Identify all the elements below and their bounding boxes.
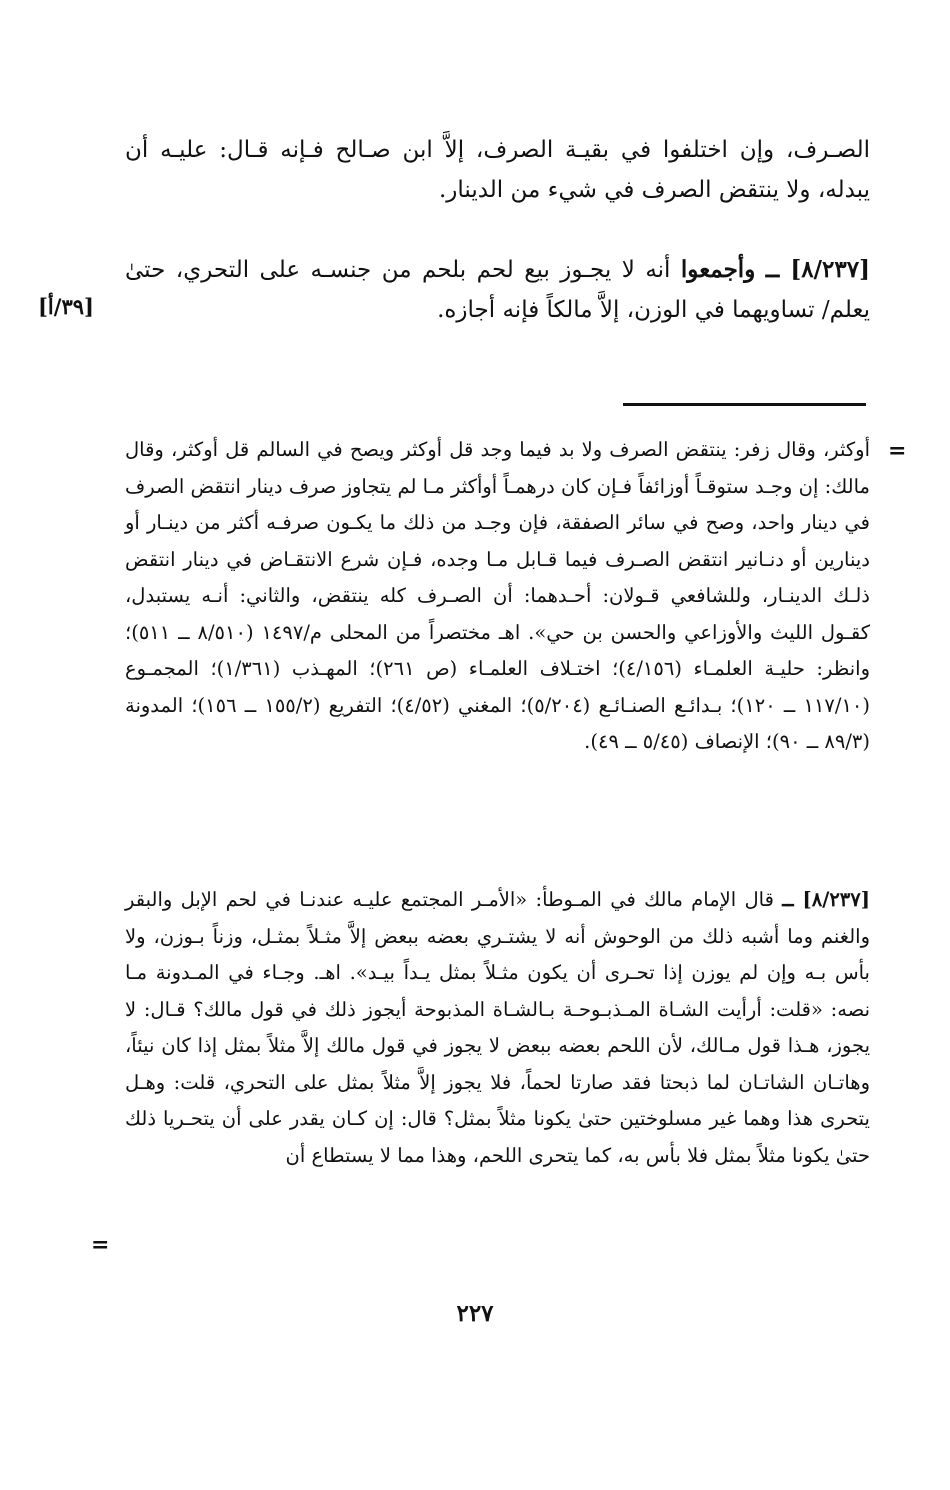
footnote-text <box>125 882 870 1174</box>
manuscript-folio-reference: [٣٩/أ] <box>38 294 94 319</box>
main-text-paragraph-1 <box>125 130 870 210</box>
footnote-1 <box>125 432 870 761</box>
footnote-continues-mark: = <box>91 1232 110 1258</box>
paragraph-text: الصـرف، وإن اختلفوا في بقيـة الصرف، إلاَّ ابن صـالح فـإنه قـال: عليـه أن يبدله، ولا ينتقض الصرف في شيء من الدينار. <box>125 137 870 203</box>
bold-keyword: وأجمعوا <box>680 256 756 283</box>
main-text-paragraph-2 <box>125 250 870 330</box>
paragraph-rest: أنه لا يجـوز بيع لحم بلحم من جنسـه على التحري، حتىٰ يعلم/ تساويهما في الوزن، إلاَّ مالكاً فإنه أجازه. <box>125 257 870 323</box>
issue-reference-number: [٨/٢٣٧] ــ <box>765 256 871 283</box>
footnote-continuation-mark: = <box>888 438 907 464</box>
footnote-text: أوكثر، وقال زفر: ينتقض الصرف ولا بد فيما وجد قل أوكثر ويصح في السالم قل أوكثر، وقال مالك: إن وجـد ستوقـاً أوزائفاً فـإن كان درهمـاً أوأكثر مـا لم يتجاوز صرف دينار انتقض الصرف في دينار واحد، وصح في سائر الصفقة، فإن وجـد من ذلك ما يكـون صرفـه أكثر من دينـار أو دينارين أو دنـانير انتقض الصـرف فيما قـابل مـا وجده، فـإن شرع الانتقـاض في دينار انتقض ذلـك الدينـار، وللشافعي قـولان: أحـدهما: أن الصـرف كله ينتقض، والثاني: أنـه يستبدل، كقـول الليث والأوزاعي والحسن بن حي». اهـ مختصراً من المحلى م/١٤٩٧ (٨/٥١٠ ــ ٥١١)؛ وانظر: حليـة العلمـاء (٤/١٥٦)؛ اختـلاف العلمـاء (ص ٢٦١)؛ المهـذب (١/٣٦١)؛ المجمـوع (١١٧/١٠ ــ ١٢٠)؛ بـدائـع الصنـائـع (٥/٢٠٤)؛ المغني (٤/٥٢)؛ التفريع (١٥٥/٢ ــ ١٥٦)؛ المدونة (٨٩/٣ ــ ٩٠)؛ الإنصاف (٥/٤٥ ــ ٤٩). <box>125 438 871 753</box>
footnote-body: قال الإمام مالك في المـوطأ: «الأمـر المجتمع عليـه عندنـا في لحم الإبل والبقر والغنم وما أشبه ذلك من الوحوش أنه لا يشتـري بعضه ببعض إلاَّ مثـلاً بمثـل، وزناً بـوزن، ولا بأس بـه وإن لم يوزن إذا تحـرى أن يكون مثـلاً بمثل يـداً بيـد». اهـ. وجـاء في المـدونة مـا نصه: «قلت: أرأيت الشـاة المـذبـوحـة بـالشـاة المذبوحة أيجوز ذلك في قول مالك؟ قـال: لا يجوز، هـذا قول مـالك، لأن اللحم بعضه ببعض لا يجوز في قول مالك إلاَّ مثلاً بمثل إذا كان نيئاً، وهاتـان الشاتـان لما ذبحتا فقد صارتا لحماً، فلا يجوز إلاَّ مثلاً بمثل على التحري، قلت: وهـل يتحرى هذا وهما غير مسلوختين حتىٰ يكونا مثلاً بمثل؟ قال: إن كـان يقدر على أن يتحـريا ذلك حتىٰ يكونا مثلاً بمثل فلا بأس به، كما يتحرى اللحم، وهذا مما لا يستطاع أن <box>125 888 870 1167</box>
footnote-reference-number: [٨/٢٣٧] ــ <box>782 888 870 911</box>
footnote-2 <box>125 882 870 1174</box>
page-number: ٢٢٧ <box>456 1300 494 1327</box>
footnote-divider <box>623 403 866 406</box>
paragraph-text <box>125 250 870 330</box>
